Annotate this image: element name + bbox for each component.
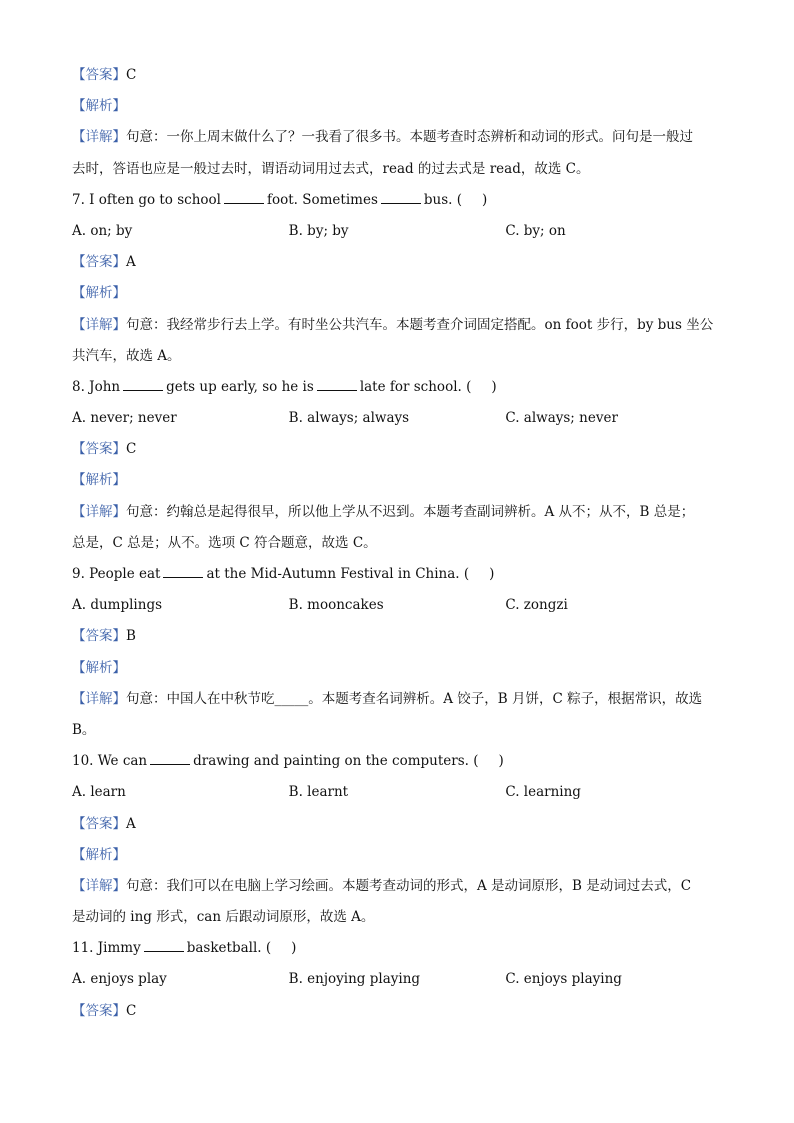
analysis-label: 【解析】	[72, 846, 126, 863]
options-row	[72, 590, 722, 621]
stem-text: )	[482, 191, 488, 208]
stem-text: drawing and painting on the computers. (	[193, 753, 479, 770]
stem-text: 8. John	[72, 378, 121, 395]
question-stem	[72, 559, 722, 590]
option-b: B. learnt	[288, 784, 349, 801]
stem-text: )	[498, 753, 504, 770]
analysis-line	[72, 278, 722, 309]
detail-line-cont	[72, 154, 722, 185]
answer-blank	[317, 378, 357, 391]
detail-text: 句意：中国人在中秋节吃_____。本题考查名词辨析。A 饺子，B 月饼，C 粽子，根据常识，故选	[126, 690, 703, 707]
detail-line	[72, 122, 722, 153]
stem-text: late for school. (	[359, 378, 472, 395]
detail-line	[72, 871, 722, 902]
stem-text: )	[291, 940, 297, 957]
question-stem	[72, 372, 722, 403]
stem-text: bus. (	[423, 191, 462, 208]
document-page	[72, 60, 722, 1027]
answer-value: C	[126, 67, 137, 83]
analysis-line	[72, 653, 722, 684]
option-a: A. learn	[72, 784, 126, 801]
answer-label: 【答案】	[72, 254, 126, 271]
answer-line	[72, 809, 722, 840]
detail-text: 是动词的 ing 形式，can 后跟动词原形，故选 A。	[72, 909, 375, 926]
answer-line	[72, 60, 722, 91]
detail-line	[72, 497, 722, 528]
option-a: A. enjoys play	[72, 971, 167, 988]
stem-text: at the Mid-Autumn Festival in China. (	[206, 566, 470, 582]
analysis-line	[72, 465, 722, 496]
answer-label: 【答案】	[72, 815, 126, 832]
option-b: B. mooncakes	[288, 597, 384, 614]
answer-line	[72, 434, 722, 465]
answer-value: C	[126, 441, 137, 458]
answer-label: 【答案】	[72, 441, 126, 458]
answer-blank	[163, 565, 203, 578]
answer-line	[72, 996, 722, 1027]
answer-line	[72, 621, 722, 652]
option-c: C. learning	[505, 784, 581, 801]
detail-line-cont	[72, 902, 722, 933]
question-stem	[72, 185, 722, 216]
detail-text: 句意：我们可以在电脑上学习绘画。本题考查动词的形式，A 是动词原形，B 是动词过去式，C	[126, 877, 692, 894]
stem-text: basketball. (	[186, 940, 272, 957]
analysis-label: 【解析】	[72, 472, 126, 489]
option-c: C. always; never	[505, 410, 618, 427]
stem-text: 11. Jimmy	[72, 940, 141, 957]
stem-text: 10. We can	[72, 753, 148, 770]
analysis-line	[72, 91, 722, 122]
detail-text: 共汽车，故选 A。	[72, 347, 181, 364]
question-stem	[72, 933, 722, 964]
answer-blank	[381, 191, 421, 204]
option-a: A. never; never	[72, 410, 177, 427]
detail-label: 【详解】	[72, 690, 126, 707]
answer-line	[72, 247, 722, 278]
option-c: C. zongzi	[505, 597, 568, 614]
options-row	[72, 216, 722, 247]
analysis-label: 【解析】	[72, 659, 126, 676]
answer-label: 【答案】	[72, 67, 126, 83]
stem-text: gets up early, so he is	[166, 378, 314, 395]
option-a: A. dumplings	[72, 597, 163, 614]
detail-text: 去时，答语也应是一般过去时，谓语动词用过去式，read 的过去式是 read，故选 C。	[72, 160, 590, 177]
option-c: C. enjoys playing	[505, 971, 622, 988]
option-a: A. on; by	[72, 222, 133, 239]
options-row	[72, 777, 722, 808]
detail-label: 【详解】	[72, 129, 126, 146]
detail-text: 句意：一你上周末做什么了？一我看了很多书。本题考查时态辨析和动词的形式。问句是一般过	[126, 129, 693, 146]
detail-label: 【详解】	[72, 503, 126, 520]
option-b: B. enjoying playing	[288, 971, 421, 988]
answer-label: 【答案】	[72, 1002, 126, 1019]
option-b: B. always; always	[288, 410, 410, 427]
detail-label: 【详解】	[72, 316, 126, 333]
answer-value: A	[126, 815, 136, 832]
answer-blank	[123, 378, 163, 391]
answer-value: B	[126, 628, 136, 645]
stem-text: )	[491, 378, 497, 395]
analysis-label: 【解析】	[72, 98, 126, 115]
detail-text: B。	[72, 721, 96, 738]
answer-blank	[144, 939, 184, 952]
options-row	[72, 964, 722, 995]
detail-line	[72, 684, 722, 715]
detail-text: 句意：约翰总是起得很早，所以他上学从不迟到。本题考查副词辨析。A 从不；从不，B 总是；	[126, 503, 695, 520]
option-c: C. by; on	[505, 222, 566, 239]
stem-text: foot. Sometimes	[266, 191, 378, 208]
stem-text: )	[489, 566, 495, 582]
detail-text: 总是，C 总是；从不。选项 C 符合题意，故选 C。	[72, 534, 377, 551]
analysis-label: 【解析】	[72, 285, 126, 302]
stem-text: 7. I often go to school	[72, 191, 221, 208]
analysis-line	[72, 840, 722, 871]
answer-value: C	[126, 1002, 137, 1019]
option-b: B. by; by	[288, 222, 349, 239]
stem-text: 9. People eat	[72, 566, 161, 582]
detail-label: 【详解】	[72, 877, 126, 894]
answer-blank	[224, 191, 264, 204]
detail-text: 句意：我经常步行去上学。有时坐公共汽车。本题考查介词固定搭配。on foot 步行，by bus 坐公	[126, 316, 714, 333]
options-row	[72, 403, 722, 434]
detail-line-cont	[72, 528, 722, 559]
detail-line-cont	[72, 715, 722, 746]
detail-line	[72, 310, 722, 341]
question-stem	[72, 746, 722, 777]
answer-value: A	[126, 254, 136, 271]
detail-line-cont	[72, 341, 722, 372]
answer-blank	[150, 752, 190, 765]
answer-label: 【答案】	[72, 628, 126, 645]
